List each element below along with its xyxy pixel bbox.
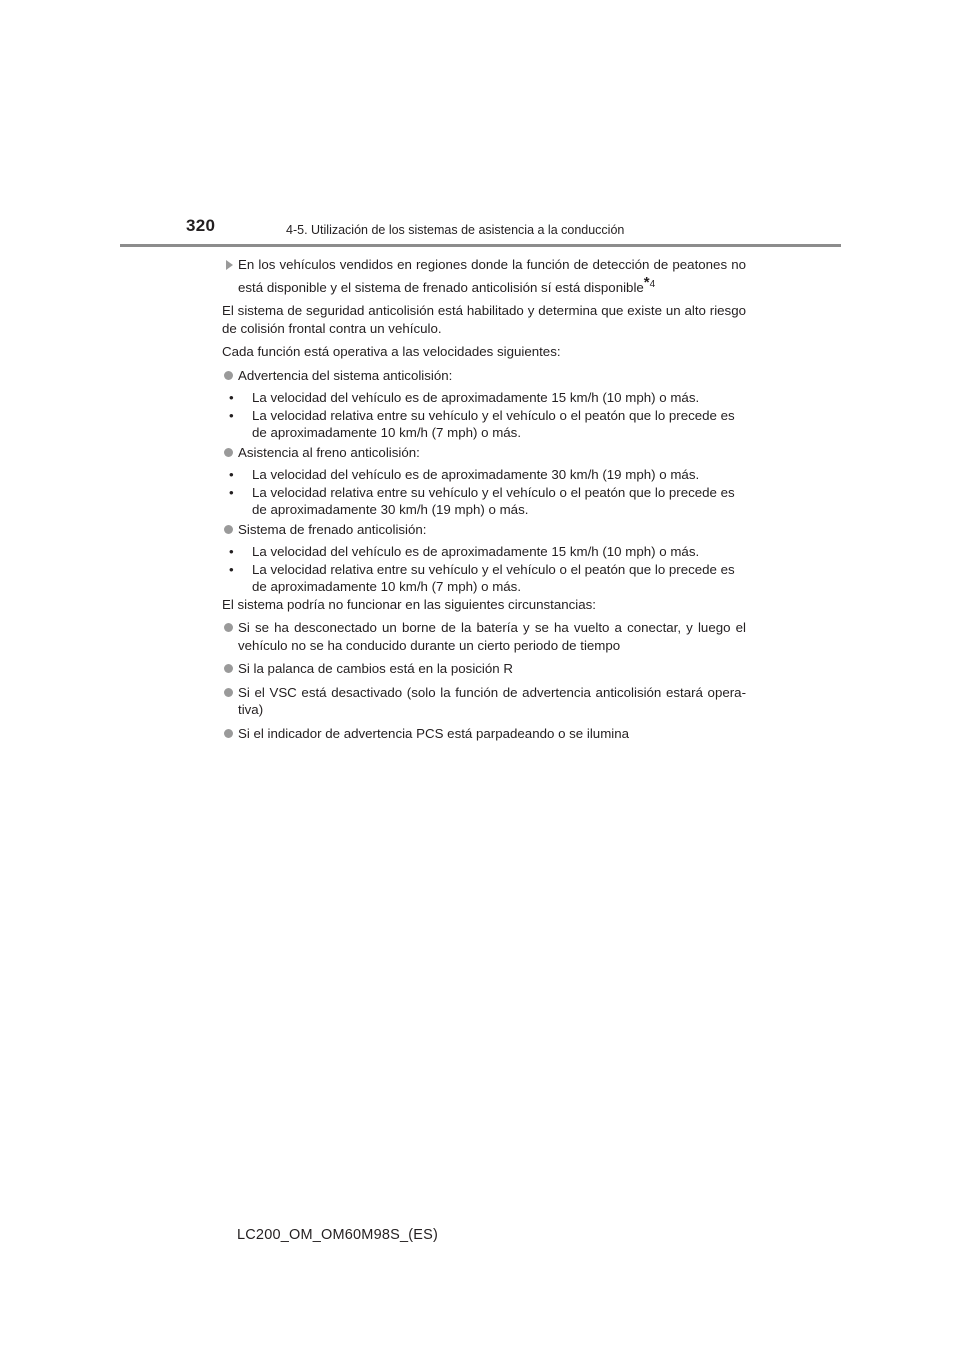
condition-item: • La velocidad del vehículo es de aproximadamente 30 km/h (19 mph) o más. [222, 466, 746, 484]
footnote-star: * [643, 273, 650, 291]
bullet-dot-icon [224, 525, 233, 534]
footnote-ref [643, 273, 656, 291]
speeds-paragraph: Cada función está operativa a las velocidades siguientes: [222, 344, 561, 359]
function-block [222, 521, 746, 596]
footer-doc-code: LC200_OM_OM60M98S_(ES) [237, 1227, 439, 1243]
condition-item: • La velocidad del vehículo es de aproximadamente 15 km/h (10 mph) o más. [222, 543, 746, 561]
page-number: 320 [186, 216, 216, 235]
bullet-item [222, 521, 746, 539]
bullet-dot-icon [224, 448, 233, 457]
footnote-number: 4 [649, 278, 656, 290]
arrow-item [222, 256, 746, 296]
bullet-item [222, 684, 746, 719]
condition-item: • La velocidad relativa entre su vehículo y el vehículo o el peatón que lo precede es de aproximadamente 10 km/h (7 mph) o más. [222, 407, 746, 442]
header-rule [120, 244, 841, 247]
arrow-item-text: En los vehículos vendidos en regiones donde la función de detección de peatones no está disponible y el sistema de frenado anticolisión sí está disponible [238, 257, 746, 295]
section-title: 4-5. Utilización de los sistemas de asistencia a la conducción [286, 223, 625, 237]
circumstance-text: Si se ha desconectado un borne de la batería y se ha vuelto a conectar, y luego el vehículo no se ha conducido durante un cierto periodo de tiempo [238, 620, 746, 653]
circumstance-text: Si la palanca de cambios está en la posición R [238, 661, 513, 676]
arrow-right-icon [226, 260, 233, 270]
bullet-item [222, 367, 746, 385]
condition-list [222, 466, 746, 519]
function-block [222, 367, 746, 442]
page-content [222, 256, 746, 742]
function-label: Sistema de frenado anticolisión: [238, 521, 427, 537]
bullet-dot-icon [224, 371, 233, 380]
function-block [222, 444, 746, 519]
condition-list [222, 389, 746, 442]
circumstance-text: Si el indicador de advertencia PCS está parpadeando o se ilumina [238, 725, 630, 741]
intro-paragraph: El sistema de seguridad anticolisión está habilitado y determina que existe un alto riesgo de colisión frontal contra un vehículo. [222, 303, 746, 336]
circumstance-text: Si el VSC está desactivado (solo la función de advertencia anticolisión estará opera-tiva) [238, 684, 746, 717]
condition-list [222, 543, 746, 596]
condition-item: • La velocidad relativa entre su vehículo y el vehículo o el peatón que lo precede es de aproximadamente 10 km/h (7 mph) o más. [222, 561, 746, 596]
circumstances-paragraph: El sistema podría no funcionar en las siguientes circunstancias: [222, 596, 596, 612]
bullet-dot-icon [224, 729, 233, 738]
bullet-item [222, 660, 746, 678]
bullet-dot-icon [224, 664, 233, 673]
bullet-item [222, 444, 746, 462]
function-label: Asistencia al freno anticolisión: [238, 444, 420, 460]
bullet-dot-icon [224, 688, 233, 697]
function-label: Advertencia del sistema anticolisión: [238, 367, 453, 383]
bullet-item [222, 725, 746, 743]
bullet-item [222, 619, 746, 654]
condition-item: • La velocidad relativa entre su vehículo y el vehículo o el peatón que lo precede es de aproximadamente 30 km/h (19 mph) o más. [222, 484, 746, 519]
condition-item: • La velocidad del vehículo es de aproximadamente 15 km/h (10 mph) o más. [222, 389, 746, 407]
bullet-dot-icon [224, 623, 233, 632]
